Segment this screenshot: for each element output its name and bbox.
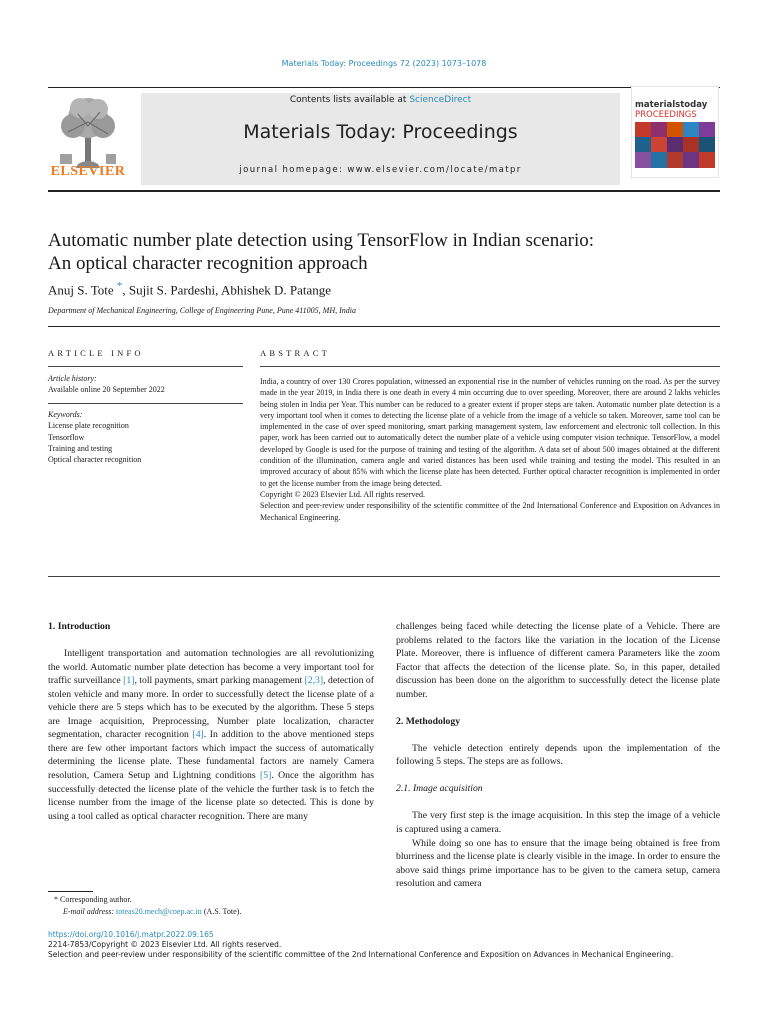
keyword-item: License plate recognition	[48, 421, 129, 431]
header-bottom-rule	[48, 190, 720, 192]
footnote-email	[48, 906, 374, 918]
footnote	[48, 894, 374, 918]
citation-link[interactable]: [4]	[192, 729, 204, 741]
header-top-rule	[48, 87, 720, 88]
elsevier-logo[interactable]	[48, 92, 128, 184]
methodology-paragraph: The vehicle detection entirely depends upon the implementation of the following 5 steps. The steps are as follows.	[396, 742, 720, 768]
title-line-2: An optical character recognition approach	[48, 253, 368, 274]
image-acquisition-paragraph-2: While doing so one has to ensure that the image being obtained is free from blurriness and the license plate is clearly visible in the image. In order to ensure the above said things prime importance has to be given to the camera setup, camera resolution and camera	[396, 837, 720, 890]
image-acquisition-heading: 2.1. Image acquisition	[396, 783, 483, 795]
abstract-body	[260, 376, 720, 523]
title-bottom-rule	[48, 326, 720, 327]
doi-link[interactable]: https://doi.org/10.1016/j.matpr.2022.09.165	[48, 930, 214, 939]
email-link[interactable]: toteas20.mech@coep.ac.in	[116, 907, 202, 916]
article-info-heading: ARTICLE INFO	[48, 348, 144, 358]
keywords-label: Keywords:	[48, 410, 83, 419]
journal-reference[interactable]: Materials Today: Proceedings 72 (2023) 1073–1078	[281, 59, 487, 68]
intro-text-e: . Once the algorithm has successfully detected the license plate of the vehicle the further task is to fetch the license number from the image of the license plate so detected. This is done by using a tool called as optical character recognition. There are many	[48, 769, 375, 822]
elsevier-wordmark: ELSEVIER	[50, 164, 126, 179]
affiliation: Department of Mechanical Engineering, College of Engineering Pune, Pune 411005, MH, India	[48, 306, 357, 315]
introduction-heading: 1. Introduction	[48, 621, 111, 632]
abstract-rule	[260, 366, 720, 367]
citation-link[interactable]: [1]	[123, 675, 135, 687]
history-label: Article history:	[48, 374, 97, 383]
intro-text-b: , toll payments, smart parking management	[134, 675, 305, 687]
author-list	[48, 280, 331, 298]
journal-cover-image[interactable]	[631, 86, 719, 178]
article-title	[48, 229, 688, 275]
citation-link[interactable]: [2,3]	[304, 675, 324, 687]
article-history	[48, 373, 243, 396]
intro-text-c: , detection of stolen vehicle and many more. In order to successfully detect the license plate of a vehicle there are 5 steps which has to be executed by the algorithm. These 5 steps are Image acquisition, Preprocessing, Number plate localization, character segmentation, character recognition	[48, 675, 374, 741]
history-rule	[48, 403, 243, 404]
keyword-item: Training and testing	[48, 443, 113, 453]
intro-text-a: Intelligent transportation and automation technologies are all revolutionizing the world. Automatic number plate detection has become a very important tool for traffic surveillance	[48, 648, 374, 687]
footer-peer-review: Selection and peer-review under responsibility of the scientific committee of the 2nd International Conference and Exposition on Advances in Mechanical Engineering.	[48, 950, 674, 959]
journal-title: Materials Today: Proceedings	[243, 121, 518, 143]
footnote-corresponding-text: Corresponding author.	[60, 895, 132, 904]
citation-link[interactable]: [5]	[260, 769, 272, 781]
contents-prefix: Contents lists available at	[289, 95, 410, 105]
abstract-bottom-rule	[48, 576, 720, 577]
sciencedirect-link[interactable]: ScienceDirect	[409, 95, 472, 105]
cover-title-a: materialstoday	[635, 100, 708, 110]
left-column	[48, 620, 374, 823]
history-value: Available online 20 September 2022	[48, 385, 165, 395]
issn-line: 2214-7853/Copyright © 2023 Elsevier Ltd. All rights reserved.	[48, 940, 282, 949]
author-1[interactable]: Anuj S. Tote	[48, 282, 114, 298]
keyword-item: Tensorflow	[48, 432, 85, 442]
title-line-1: Automatic number plate detection using TensorFlow in Indian scenario:	[48, 230, 595, 251]
keywords	[48, 409, 243, 465]
abstract-heading: ABSTRACT	[260, 348, 330, 358]
cover-title-b: PROCEEDINGS	[635, 110, 697, 120]
abstract-copyright: Copyright © 2023 Elsevier Ltd. All rights reserved.	[260, 489, 425, 499]
authors-rest: , Sujit S. Pardeshi, Abhishek D. Patange	[122, 282, 332, 298]
email-suffix: (A.S. Tote).	[201, 907, 242, 916]
footnote-rule	[48, 891, 93, 892]
intro-text-d: . In addition to the above mentioned steps there are few other important factors which impact the success of automatically determining the license plate. These fundamental factors are namely Camera resolution, Camera Setup and Lightning conditions	[48, 729, 374, 781]
right-column	[396, 620, 720, 891]
introduction-continuation: challenges being faced while detecting the license plate of a Vehicle. There are problems related to the factors like the variation in the location of the License Plate. Moreover, there is influence of different camera Parameters like the zoom Factor that affects the detection of the license plate. So, in this paper, detailed discussion has been done on the algorithm to successfully detect the license plate number.	[396, 621, 720, 700]
footnote-corresponding	[48, 894, 374, 906]
email-label: E-mail address:	[63, 907, 117, 916]
article-info-rule	[48, 366, 243, 367]
methodology-heading: 2. Methodology	[396, 715, 461, 727]
abstract-text: India, a country of over 130 Crores population, witnessed an exponential rise in the number of vehicles running on the road. As per the survey made in the year 2019, in India there is one death in every 4 min occurring due to over speeding. Moreover, there are around 2 lakhs vehicles being stolen in India per Year. This number can be reduced to a greater extent if proper steps are taken. Automatic number plate detection is a very important tool when it comes to detecting the license plate of a vehicle from the image of a vehicle so taken. Moreover, same tool can be implemented in the case of over speed monitoring, smart parking management system, law enforcement and electronic toll collection. In this paper, work has been carried out to automatically detect the number plate of a vehicle using computer vision technique. TensorFlow, a model developed by Google is used for the purpose of training and testing of the algorithm. A data set of about 500 images obtained at the different condition of the illumination, camera angle and varied distances has been used while training and testing the model. This resulted in an improved accuracy of about 85% with which the license plate has been detected. Further optical character recognition is implemented in order to get the license number from the image being detected.	[260, 377, 720, 488]
introduction-paragraph	[48, 647, 374, 823]
footnote-mark: *	[54, 895, 58, 904]
corresponding-author-mark[interactable]: *	[116, 280, 123, 292]
image-acquisition-paragraph: The very first step is the image acquisition. In this step the image of a vehicle is captured using a camera.	[396, 810, 720, 836]
page-footer	[48, 930, 748, 960]
keyword-item: Optical character recognition	[48, 455, 142, 465]
abstract-peer-review: Selection and peer-review under responsibility of the scientific committee of the 2nd International Conference and Exposition on Advances in Mechanical Engineering.	[260, 501, 720, 522]
journal-homepage[interactable]: journal homepage: www.elsevier.com/locate/matpr	[239, 165, 522, 175]
contents-line	[141, 95, 620, 105]
